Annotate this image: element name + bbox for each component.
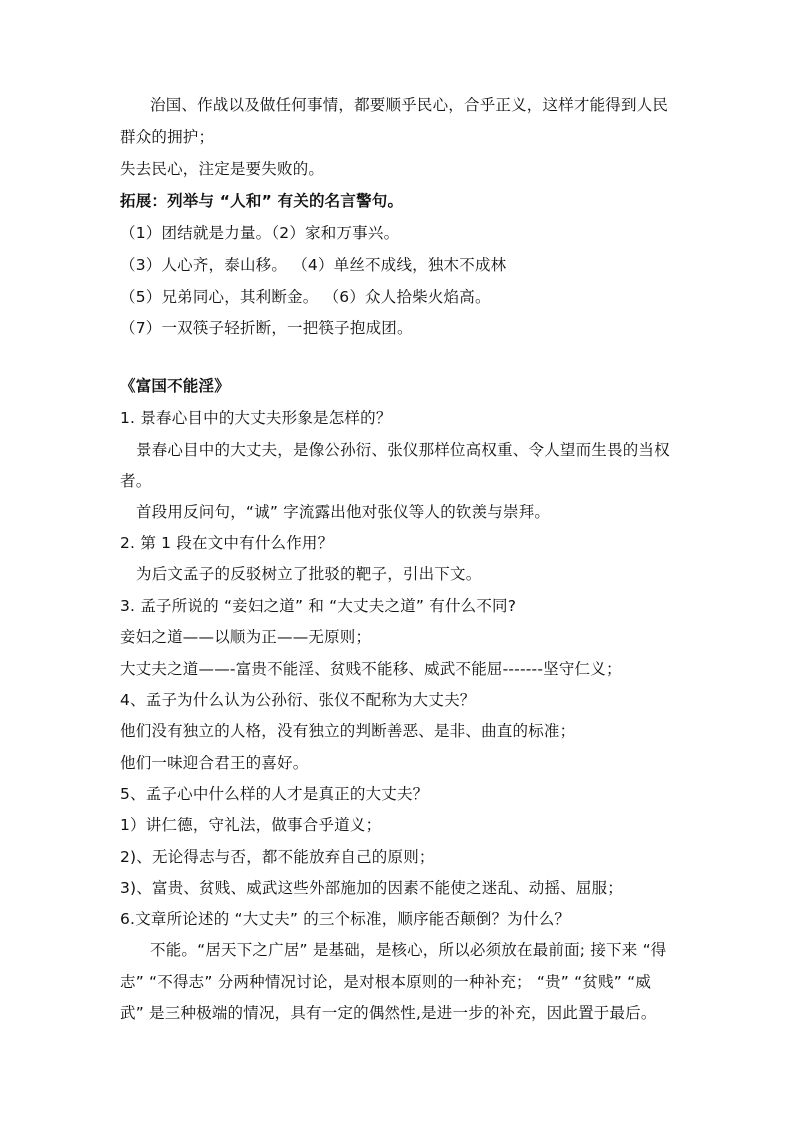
answer-line: 为后文孟子的反驳树立了批驳的靶子，引出下文。 [136,565,482,583]
answer-line: 3)、富贵、贫贱、威武这些外部施加的因素不能使之迷乱、动摇、屈服； [120,879,624,897]
question: 6.文章所论述的 “大丈夫” 的三个标准，顺序能否颠倒？为什么？ [120,910,571,928]
answer-line: 1）讲仁德，守礼法，做事合乎道义； [120,816,382,834]
saying-item: （5）兄弟同心，其利断金。 （6）众人拾柴火焰高。 [120,288,491,306]
answer-line: 者。 [120,472,152,490]
question: 2. 第 1 段在文中有什么作用？ [120,534,334,552]
saying-item: （7）一双筷子轻折断，一把筷子抱成团。 [120,319,413,337]
extension-heading: 拓展：列举与 “人和” 有关的名言警句。 [120,192,404,210]
answer-line: 志” “不得志” 分两种情况讨论，是对根本原则的一种补充； “贵” “贫贱” “威 [120,973,652,991]
question: 5、孟子心中什么样的人才是真正的大丈夫？ [120,785,429,803]
saying-item: （1）团结就是力量。（2）家和万事兴。 [120,224,400,242]
section-title: 《富国不能淫》 [120,377,230,395]
question: 4、孟子为什么认为公孙衍、张仪不配称为大丈夫？ [120,691,476,709]
answer-line: 不能。“居天下之广居” 是基础，是核心，所以必须放在最前面; 接下来 “得 [150,941,667,959]
question: 3. 孟子所说的 “妾妇之道” 和 “大丈夫之道” 有什么不同? [120,597,517,615]
paragraph-line: 失去民心，注定是要失败的。 [120,160,325,178]
paragraph-line: 群众的拥护； [120,128,215,146]
answer-line: 妾妇之道——以顺为正——无原则； [120,628,372,646]
saying-item: （3）人心齐，泰山移。 （4）单丝不成线，独木不成林 [120,256,507,274]
answer-line: 首段用反问句，“诚” 字流露出他对张仪等人的钦羡与崇拜。 [136,503,551,521]
paragraph-line: 治国、作战以及做任何事情，都要顺乎民心，合乎正义，这样才能得到人民 [150,96,669,114]
answer-line: 景春心目中的大丈夫，是像公孙衍、张仪那样位高权重、令人望而生畏的当权 [136,441,670,459]
question: 1. 景春心目中的大丈夫形象是怎样的？ [120,409,392,427]
answer-line: 武” 是三种极端的情况，具有一定的偶然性,是进一步的补充，因此置于最后。 [120,1004,657,1022]
answer-line: 他们一味迎合君王的喜好。 [120,754,309,772]
answer-line: 2)、无论得志与否，都不能放弃自己的原则； [120,848,435,866]
answer-line: 大丈夫之道——-富贵不能淫、贫贱不能移、威武不能屈-------坚守仁义； [120,660,622,678]
answer-line: 他们没有独立的人格，没有独立的判断善恶、是非、曲直的标准； [120,722,576,740]
